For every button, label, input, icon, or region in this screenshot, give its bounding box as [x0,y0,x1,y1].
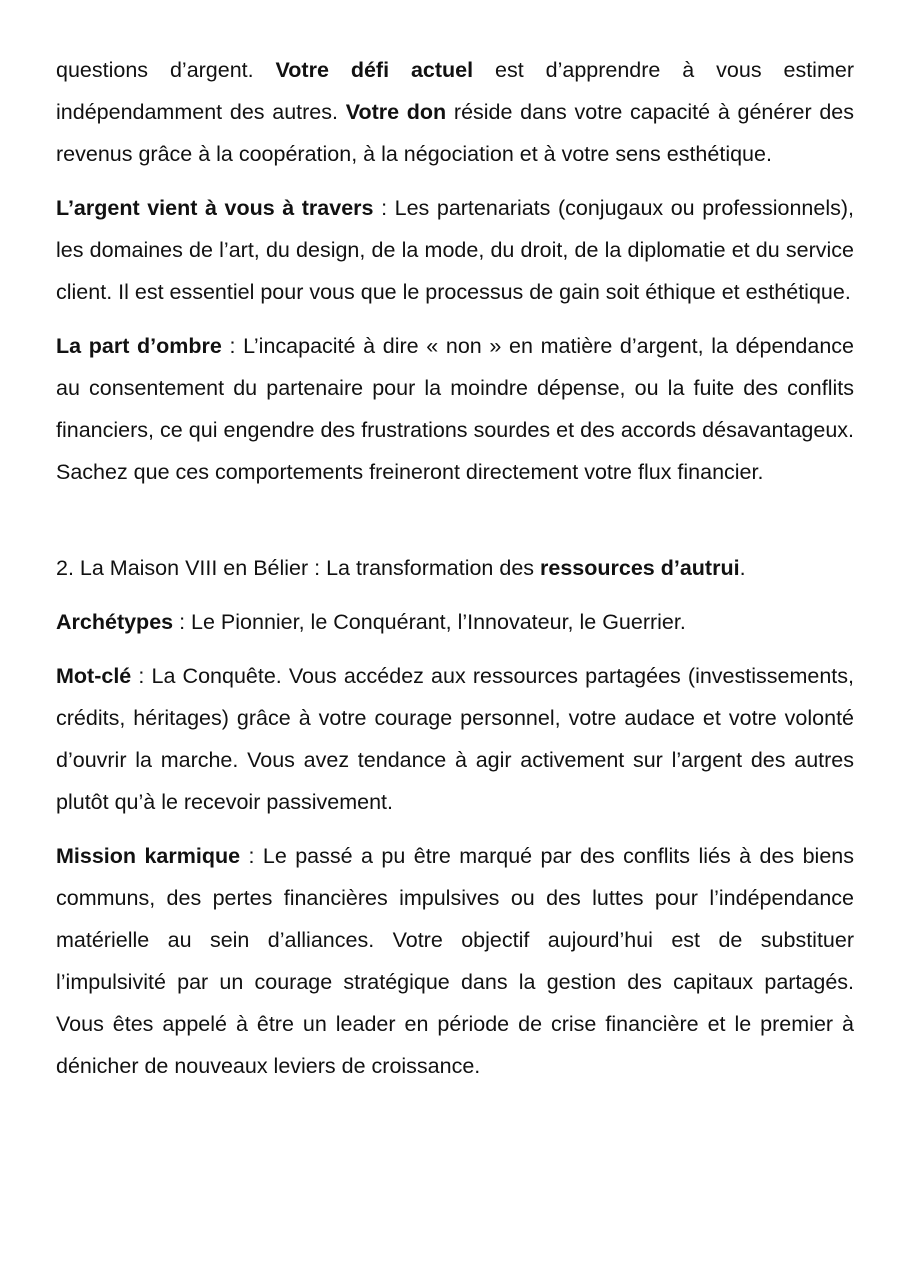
paragraph-text: : Le Pionnier, le Conquérant, l’Innovateur, le Guerrier. [173,610,686,634]
bold-term: ressources d’autrui [540,556,740,580]
section-spacer [56,505,854,547]
paragraph-p2 [56,187,854,313]
paragraph-p3 [56,325,854,493]
bold-term: L’argent vient à vous à travers [56,196,374,220]
paragraph-text: 2. La Maison VIII en Bélier : La transformation des [56,556,541,580]
bold-term: Mot-clé [56,664,132,688]
paragraph-text: . [739,556,746,580]
bold-term: Votre don [345,100,447,124]
paragraph-text: : La Conquête. Vous accédez aux ressources partagées (investissements, crédits, héritages) grâce à votre courage personnel, votre audace et votre volonté d’ouvrir la marche. Vous avez tendance à agir activement sur l’argent des autres plutôt qu’à le recevoir passivement. [56,664,854,814]
document-body [56,49,854,1087]
bold-term: La part d’ombre [56,334,222,358]
paragraph-p6 [56,655,854,823]
paragraph-text: questions d’argent. [56,58,276,82]
paragraph-p5 [56,601,854,643]
paragraph-text: : L’incapacité à dire « non » en matière d’argent, la dépendance au consentement du partenaire pour la moindre dépense, ou la fuite des conflits financiers, ce qui engendre des frustrations sourdes et des accords désavantageux. Sachez que ces comportements freineront directement votre flux financier. [56,334,855,484]
paragraph-p4 [56,547,854,589]
paragraph-text: : Le passé a pu être marqué par des conflits liés à des biens communs, des pertes financières impulsives ou des luttes pour l’indépendance matérielle au sein d’alliances. Votre objectif aujourd’hui est de substituer l’impulsivité par un courage stratégique dans la gestion des capitaux partagés. Vous êtes appelé à être un leader en période de crise financière et le premier à dénicher de nouveaux leviers de croissance. [56,844,855,1078]
bold-term: Mission karmique [56,844,241,868]
bold-term: Archétypes [56,610,174,634]
document-page [56,49,854,1099]
paragraph-text: est d’apprendre à vous estimer indépendamment des autres. [56,58,854,124]
paragraph-text: : Les partenariats (conjugaux ou professionnels), les domaines de l’art, du design, de la mode, du droit, de la diplomatie et du service client. Il est essentiel pour vous que le processus de gain soit éthique et esthétique. [56,196,854,304]
paragraph-p1 [56,49,854,175]
paragraph-text: réside dans votre capacité à générer des revenus grâce à la coopération, à la négociation et à votre sens esthétique. [56,100,854,166]
bold-term: Votre défi actuel [275,58,474,82]
paragraph-p7 [56,835,854,1087]
